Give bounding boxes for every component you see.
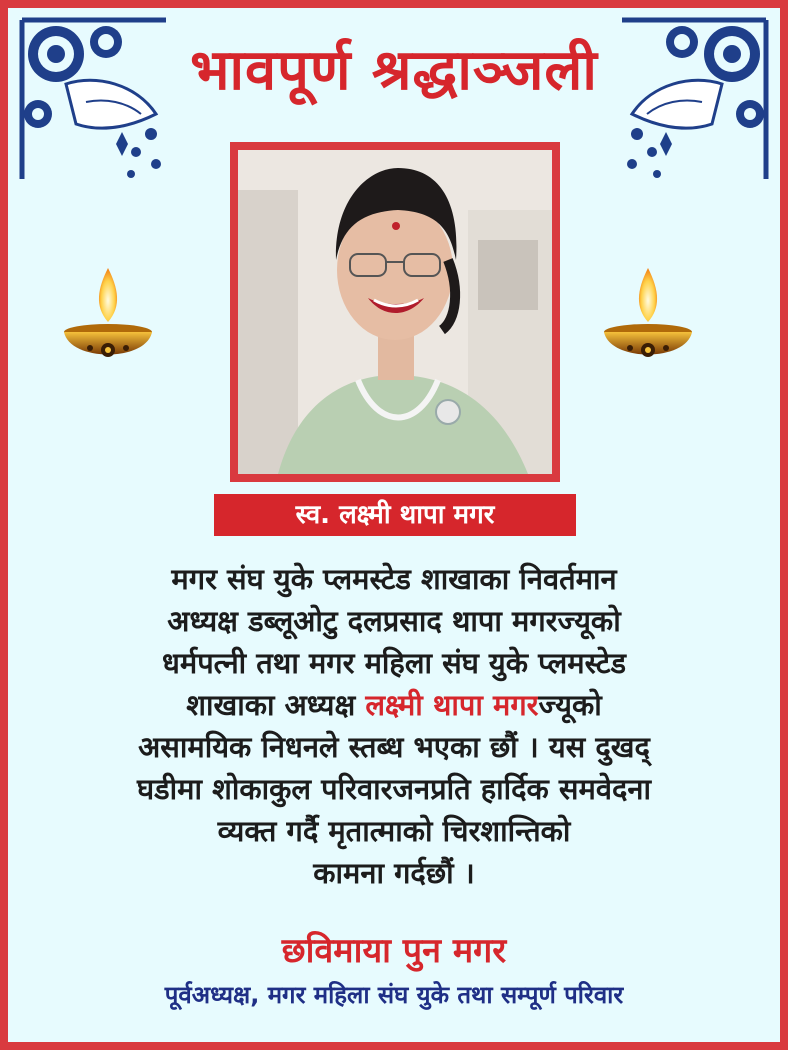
message-line [28,684,760,726]
portrait-photo [238,150,552,474]
sender-name: छविमाया पुन मगर [281,931,507,971]
message-line: कामना गर्दछौं । [313,856,475,890]
portrait-frame [230,142,560,482]
condolence-message [28,558,760,894]
page-title: भावपूर्ण श्रद्धाञ्जली [190,38,598,103]
message-line: असामयिक निधनले स्तब्ध भएका छौं । यस दुखद् [138,730,650,764]
sender-subtitle: पूर्वअध्यक्ष, मगर महिला संघ युके तथा सम्पूर्ण परिवार [164,981,624,1009]
message-text: ज्यूको [538,688,602,722]
diya-lamp-icon [60,266,156,376]
message-line: धर्मपत्नी तथा मगर महिला संघ युके प्लमस्टेड [162,646,626,680]
message-line: मगर संघ युके प्लमस्टेड शाखाका निवर्तमान [171,562,617,596]
message-text: शाखाका अध्यक्ष [186,688,366,722]
deceased-name-plate: स्व. लक्ष्मी थापा मगर [214,494,576,536]
highlighted-name: लक्ष्मी थापा मगर [365,688,539,722]
message-line: व्यक्त गर्दै मृतात्माको चिरशान्तिको [217,814,571,848]
message-line: अध्यक्ष डब्लूओटु दलप्रसाद थापा मगरज्यूको [167,604,621,638]
diya-lamp-icon [600,266,696,376]
message-line: घडीमा शोकाकुल परिवारजनप्रति हार्दिक समवेदना [136,772,651,806]
tribute-card [8,8,780,1042]
